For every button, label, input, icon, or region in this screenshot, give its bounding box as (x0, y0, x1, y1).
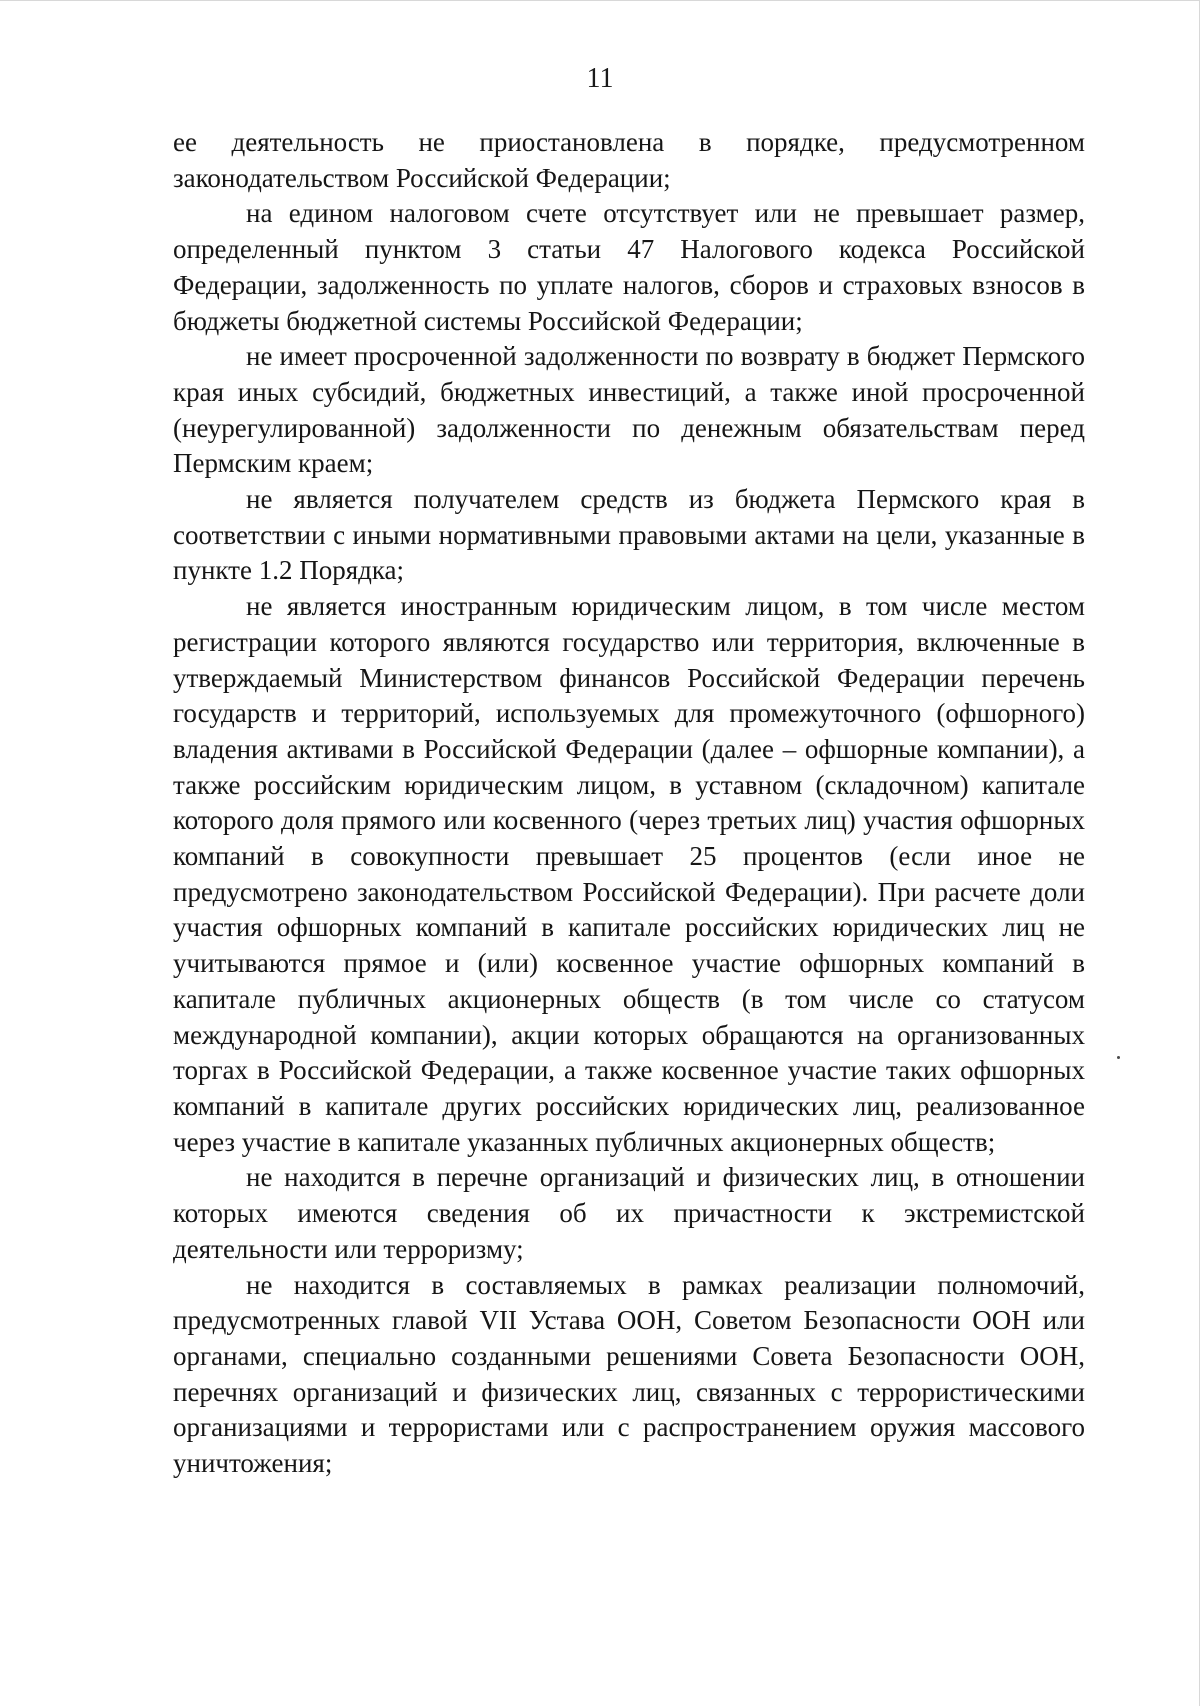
paragraph-un-sanctions-list: не находится в составляемых в рамках реализации полномочий, предусмотренных главой VII Устава ООН, Советом Безопасности ООН или органами, специально созданными решениями Совета Безопасности ООН, перечнях организаций и физических лиц, связанных с террористическими организациями и террористами или с распространением оружия массового уничтожения; (173, 1269, 1085, 1479)
scan-speck (1117, 1056, 1120, 1059)
paragraph-extremism-list: не находится в перечне организаций и физических лиц, в отношении которых имеются сведения об их причастности к экстремистской деятельности или терроризму; (173, 1162, 1085, 1264)
paragraph-not-recipient: не является получателем средств из бюджета Пермского края в соответствии с иными нормативными правовыми актами на цели, указанные в пункте 1.2 Порядка; (173, 484, 1085, 586)
paragraph-activity-not-suspended: ее деятельность не приостановлена в порядке, предусмотренном законодательством Российской Федерации; (173, 127, 1085, 193)
paragraph-offshore-companies: не является иностранным юридическим лицом, в том числе местом регистрации которого являются государство или территория, включенные в утверждаемый Министерством финансов Российской Федерации перечень государств и территорий, используемых для промежуточного (офшорного) владения активами в Российской Федерации (далее – офшорные компании), а также российским юридическим лицом, в уставном (складочном) капитале которого доля прямого или косвенного (через третьих лиц) участия офшорных компаний в совокупности превышает 25 процентов (если иное не предусмотрено законодательством Российской Федерации). При расчете доли участия офшорных компаний в капитале российских юридических лиц не учитываются прямое и (или) косвенное участие офшорных компаний в капитале публичных акционерных обществ (в том числе со статусом международной компании), акции которых обращаются на организованных торгах в Российской Федерации, а также косвенное участие таких офшорных компаний в капитале других российских юридических лиц, реализованное через участие в капитале указанных публичных акционерных обществ; (173, 591, 1085, 1157)
paragraph-overdue-debt: не имеет просроченной задолженности по возврату в бюджет Пермского края иных субсидий, бюджетных инвестиций, а также иной просроченной (неурегулированной) задолженности по денежным обязательствам перед Пермским краем; (173, 341, 1085, 479)
paragraph-tax-debt: на едином налоговом счете отсутствует или не превышает размер, определенный пунктом 3 статьи 47 Налогового кодекса Российской Федерации, задолженность по уплате налогов, сборов и страховых взносов в бюджеты бюджетной системы Российской Федерации; (173, 198, 1085, 336)
page-number: 11 (586, 63, 614, 94)
document-body (173, 125, 1085, 1482)
